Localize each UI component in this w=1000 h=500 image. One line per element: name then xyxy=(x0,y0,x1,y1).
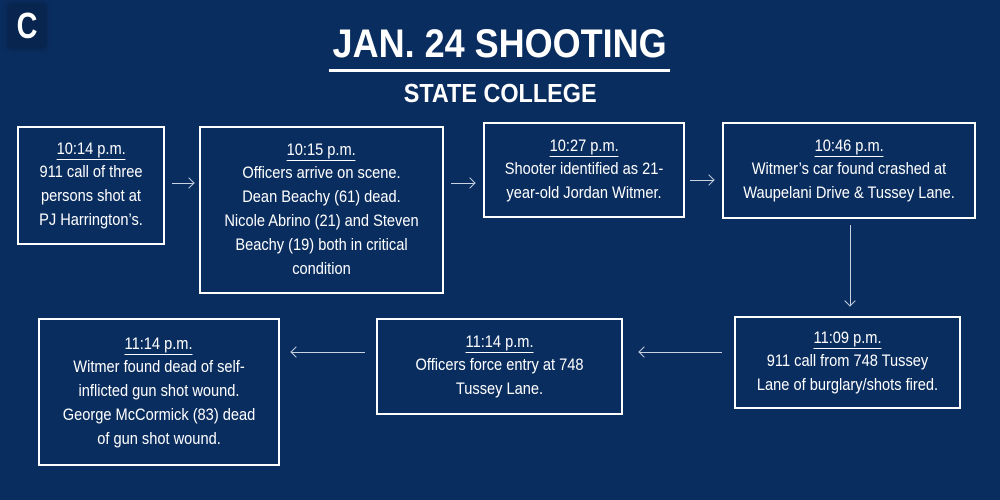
event-box-1114-dead xyxy=(38,318,280,466)
event-box-1046 xyxy=(722,122,976,219)
arrow-right-icon xyxy=(690,180,713,181)
event-text: year-old Jordan Witmer. xyxy=(506,182,662,202)
logo: C xyxy=(9,4,46,48)
event-time: 10:27 p.m. xyxy=(549,135,619,155)
event-time: 10:46 p.m. xyxy=(814,136,884,155)
subtitle-wrap xyxy=(0,78,1000,109)
event-text: Shooter identified as 21- xyxy=(504,158,664,178)
event-box-1114-entry xyxy=(376,318,623,415)
event-box-1027 xyxy=(483,122,685,218)
event-box-1015 xyxy=(199,126,444,294)
event-text: Lane of burglary/shots fired. xyxy=(756,375,939,394)
event-text: Witmer’s car found crashed at xyxy=(751,159,947,178)
event-text: 911 call of three xyxy=(39,162,143,181)
event-text: Tussey Lane. xyxy=(455,379,544,398)
event-text: George McCormick (83) dead xyxy=(62,404,256,424)
arrow-down-icon xyxy=(850,225,851,305)
event-text: persons shot at xyxy=(41,186,141,205)
event-time: 10:15 p.m. xyxy=(286,139,357,159)
event-text: inflicted gun shot wound. xyxy=(78,380,240,400)
event-box-1109 xyxy=(734,316,961,409)
event-text: condition xyxy=(292,258,351,278)
event-text: PJ Harrington’s. xyxy=(39,210,143,229)
event-text: Witmer found dead of self- xyxy=(73,356,245,376)
event-text: of gun shot wound. xyxy=(97,428,221,448)
event-text: Officers force entry at 748 xyxy=(415,355,584,374)
event-text: Beachy (19) both in critical xyxy=(235,234,408,254)
page-title-wrap xyxy=(0,22,1000,72)
event-box-1014 xyxy=(17,126,165,245)
page-title: JAN. 24 SHOOTING xyxy=(329,22,670,72)
event-text: 911 call from 748 Tussey xyxy=(766,351,929,370)
arrow-right-icon xyxy=(451,183,474,184)
subtitle: STATE COLLEGE xyxy=(403,78,597,108)
arrow-left-icon xyxy=(292,352,365,353)
event-text: Nicole Abrino (21) and Steven xyxy=(224,210,419,230)
arrow-left-icon xyxy=(640,352,722,353)
event-text: Waupelani Drive & Tussey Lane. xyxy=(743,183,955,202)
event-time: 11:14 p.m. xyxy=(124,333,193,353)
event-time: 11:09 p.m. xyxy=(813,328,882,347)
event-text: Dean Beachy (61) dead. xyxy=(242,186,401,206)
event-time: 10:14 p.m. xyxy=(56,139,126,158)
event-time: 11:14 p.m. xyxy=(465,332,534,351)
event-text: Officers arrive on scene. xyxy=(242,162,401,182)
arrow-right-icon xyxy=(172,183,193,184)
